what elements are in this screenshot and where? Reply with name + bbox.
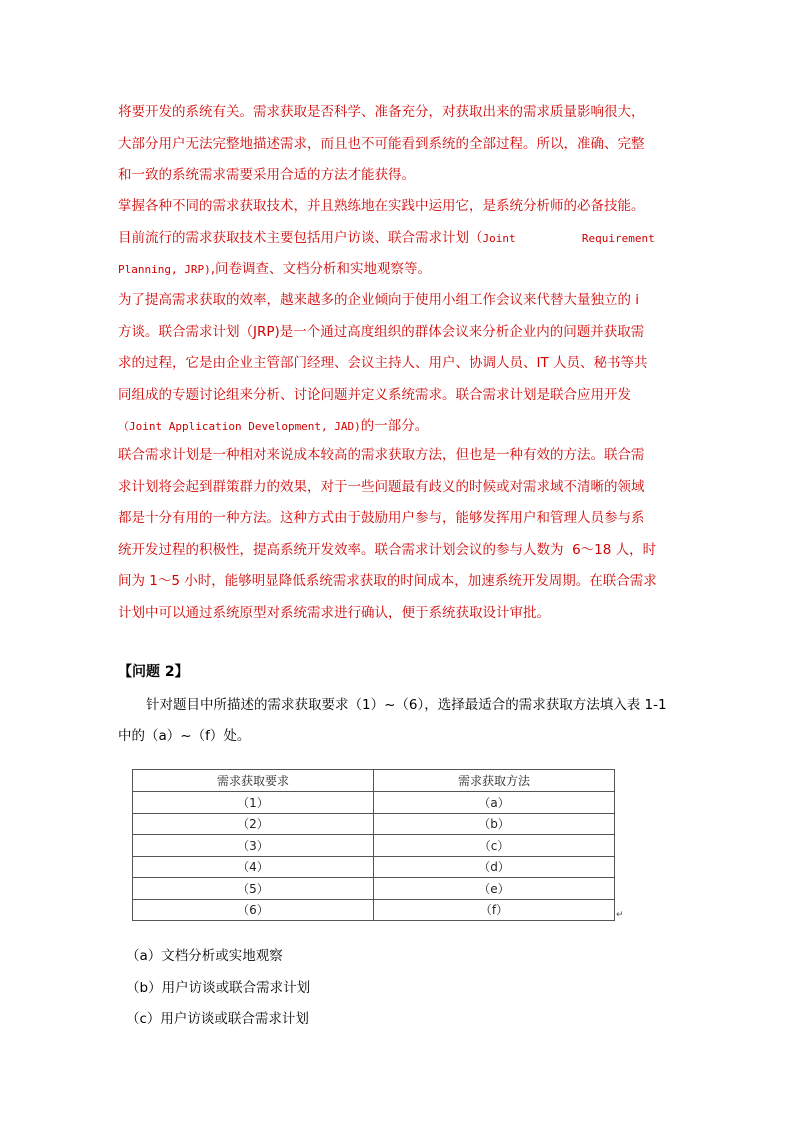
table-cell: （e） xyxy=(374,878,615,900)
text-line: 间为 1～5 小时，能够明显降低系统需求获取的时间成本，加速系统开发周期。在联合需求 xyxy=(118,573,657,589)
text-segment: ,问卷调查、文档分析和实地观察等。 xyxy=(210,261,432,277)
question-text: 针对题目中所描述的需求获取要求（1）~（6），选择最适合的需求获取方法填入表 1-1 中的（a）~（f）处。 xyxy=(118,697,667,744)
question-heading: 【问题 2】 xyxy=(118,664,189,680)
table-cell: （5） xyxy=(133,878,374,900)
text-line: 计划中可以通过系统原型对系统需求进行确认，便于系统获取设计审批。 xyxy=(118,604,550,621)
text-segment: （Joint Application Development, JAD) xyxy=(118,420,361,433)
table-cell: （2） xyxy=(133,813,374,835)
text-segment: Planning, JRP) xyxy=(118,263,211,276)
paragraph-requirements-importance xyxy=(118,97,678,192)
text-line: 求计划将会起到群策群力的效果，对于一些问题最有歧义的时候或对需求域不清晰的领域 xyxy=(118,478,645,495)
text-line: 都是十分有用的一种方法。这种方式由于鼓励用户参与，能够发挥用户和管理人员参与系 xyxy=(118,510,645,526)
table-cell: （c） xyxy=(374,835,615,857)
text-line: 将要开发的系统有关。需求获取是否科学、准备充分，对获取出来的需求质量影响很大， xyxy=(118,104,645,120)
table-row xyxy=(133,792,615,814)
text-line xyxy=(118,411,678,443)
text-line: 大部分用户无法完整地描述需求，而且也不可能看到系统的全部过程。所以，准确、完整 xyxy=(118,135,645,152)
answer-item: （a）文档分析或实地观察 xyxy=(126,948,283,964)
table-header-cell: 需求获取要求 xyxy=(133,770,374,792)
paragraph-jrp-definition xyxy=(118,285,678,443)
table-cell: （d） xyxy=(374,856,615,878)
text-line: 方谈。联合需求计划（JRP)是一个通过高度组织的群体会议来分析企业内的问题并获取需 xyxy=(118,323,645,340)
text-line: 同组成的专题讨论组来分析、讨论问题并定义系统需求。联合需求计划是联合应用开发 xyxy=(118,386,631,403)
table-cell: （1） xyxy=(133,792,374,814)
table-row xyxy=(133,878,615,900)
text-line: 联合需求计划是一种相对来说成本较高的需求获取方法，但也是一种有效的方法。联合需 xyxy=(118,447,645,463)
table-cell: （4） xyxy=(133,856,374,878)
paragraph-jrp-advantages xyxy=(118,440,678,629)
table-cell: （3） xyxy=(133,835,374,857)
text-segment: Joint Requirement xyxy=(482,231,655,245)
table-row xyxy=(133,835,615,857)
answer-item: （b）用户访谈或联合需求计划 xyxy=(126,979,311,996)
table-header-cell: 需求获取方法 xyxy=(374,770,615,792)
answer-list xyxy=(126,941,310,1036)
table-row xyxy=(133,813,615,835)
text-line xyxy=(118,254,678,286)
table-row xyxy=(133,899,615,921)
text-line xyxy=(118,223,678,255)
table-cell: （b） xyxy=(374,813,615,835)
paragraph-mark: ↵ xyxy=(616,910,624,920)
text-segment: 的一部分。 xyxy=(360,418,429,434)
text-line: 为了提高需求获取的效率，越来越多的企业倾向于使用小组工作会议来代替大量独立的 i xyxy=(118,292,640,308)
table-row xyxy=(133,856,615,878)
text-segment: 目前流行的需求获取技术主要包括用户访谈、联合需求计划（ xyxy=(118,229,483,246)
table-cell: （a） xyxy=(374,792,615,814)
paragraph-techniques xyxy=(118,191,678,286)
text-line: 求的过程，它是由企业主管部门经理、会议主持人、用户、协调人员、IT 人员、秘书等共 xyxy=(118,355,648,371)
answer-item: （c）用户访谈或联合需求计划 xyxy=(126,1011,309,1027)
table-cell: （6） xyxy=(133,899,374,921)
table-header-row xyxy=(133,770,615,792)
table-cell: （f） xyxy=(374,899,615,921)
text-line: 统开发过程的积极性，提高系统开发效率。联合需求计划会议的参与人数为 6～18 人，时 xyxy=(118,541,657,558)
requirements-table xyxy=(132,769,615,921)
text-line: 掌握各种不同的需求获取技术，并且熟练地在实践中运用它，是系统分析师的必备技能。 xyxy=(118,198,645,214)
text-line: 和一致的系统需求需要采用合适的方法才能获得。 xyxy=(118,167,415,183)
